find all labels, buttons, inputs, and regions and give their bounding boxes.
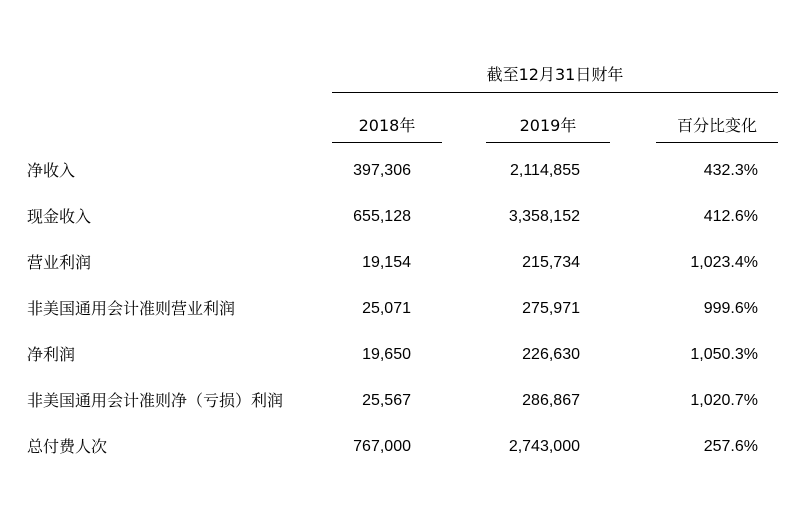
value-2018: 25,071 (362, 300, 411, 317)
table-row (0, 205, 800, 229)
row-label: 非美国通用会计准则营业利润 (27, 299, 236, 318)
table-row (0, 389, 800, 413)
column-header-change: 百分比变化 (676, 116, 757, 135)
value-2019: 275,971 (522, 300, 580, 317)
table-row (0, 297, 800, 321)
table-row (0, 343, 800, 367)
value-2018: 767,000 (353, 438, 411, 455)
value-2019: 2,743,000 (508, 438, 580, 455)
value-2018: 397,306 (353, 162, 411, 179)
value-change: 412.6% (703, 208, 758, 225)
table-row (0, 251, 800, 275)
value-2018: 655,128 (353, 208, 411, 225)
row-label: 现金收入 (27, 207, 92, 226)
value-2018: 19,154 (362, 254, 411, 271)
table-row (0, 159, 800, 183)
column-header-2019: 2019年 (519, 116, 577, 135)
value-change: 1,050.3% (690, 346, 758, 363)
row-label: 净收入 (27, 161, 76, 180)
column-header-rule-2018 (332, 142, 442, 143)
period-header: 截至12月31日财年 (486, 65, 624, 84)
period-header-rule (332, 92, 778, 93)
value-2019: 3,358,152 (508, 208, 580, 225)
value-change: 1,023.4% (690, 254, 758, 271)
value-2019: 286,867 (522, 392, 580, 409)
value-2018: 25,567 (362, 392, 411, 409)
table-row (0, 435, 800, 459)
row-label: 非美国通用会计准则净（亏损）利润 (27, 391, 284, 410)
value-2019: 215,734 (522, 254, 580, 271)
value-2019: 226,630 (522, 346, 580, 363)
value-2019: 2,114,855 (510, 162, 580, 179)
value-change: 257.6% (703, 438, 758, 455)
value-change: 999.6% (703, 300, 758, 317)
row-label: 总付费人次 (27, 437, 108, 456)
value-change: 1,020.7% (690, 392, 758, 409)
row-label: 净利润 (27, 345, 76, 364)
column-header-2018: 2018年 (358, 116, 416, 135)
value-2018: 19,650 (362, 346, 411, 363)
row-label: 营业利润 (27, 253, 92, 272)
value-change: 432.3% (703, 162, 758, 179)
column-header-rule-2019 (486, 142, 610, 143)
column-header-rule-change (656, 142, 778, 143)
